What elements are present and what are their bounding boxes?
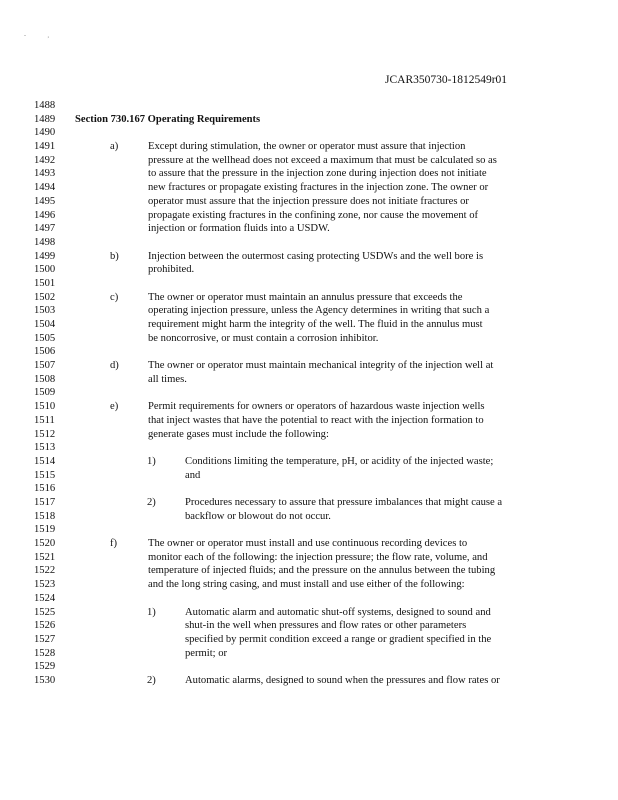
line-text: pressure at the wellhead does not exceed a maximum that must be calculated so as [148,154,497,166]
document-line [0,647,618,661]
subsection-label: e) [110,401,119,413]
document-line [0,318,618,332]
line-number: 1517 [34,497,56,508]
line-number: 1512 [34,428,56,440]
line-number: 1513 [34,442,56,454]
line-number: 1490 [34,127,56,139]
line-text: shut-in the well when pressures and flow rates or other parameters [185,620,467,632]
line-number: 1524 [34,592,56,604]
line-text: Automatic alarm and automatic shut-off systems, designed to sound and [185,606,491,618]
document-line [0,400,618,414]
document-line [0,455,618,469]
document-line [0,250,618,264]
document-line [0,551,618,565]
document-line [0,209,618,223]
document-line [0,359,618,373]
line-text: Automatic alarms, designed to sound when the pressures and flow rates or [185,674,500,686]
scan-marks: - , [24,33,59,39]
line-text: Conditions limiting the temperature, pH, or acidity of the injected waste; [185,455,494,467]
line-number: 1494 [34,182,56,194]
document-line [0,140,618,154]
document-line [0,154,618,168]
line-number: 1511 [34,414,55,426]
document-line [0,660,618,674]
line-number: 1520 [34,538,56,550]
document-line [0,373,618,387]
line-text: specified by permit condition exceed a range or gradient specified in the [185,633,492,645]
line-text: temperature of injected fluids; and the pressure on the annulus between the tubing [148,565,496,577]
line-number: 1529 [34,661,56,673]
subsection-label: 1) [147,455,156,467]
line-number: 1521 [34,551,56,563]
document-line [0,236,618,250]
document-line [0,126,618,140]
document-line [0,167,618,181]
line-number: 1505 [34,332,56,344]
line-number: 1515 [34,469,56,481]
line-text: and the long string casing, and must install and use either of the following: [148,579,465,591]
line-text: The owner or operator must maintain mechanical integrity of the injection well at [148,360,494,372]
subsection-label: 2) [147,674,156,686]
document-line [0,345,618,359]
document-line [0,496,618,510]
document-line [0,523,618,537]
line-number: 1500 [34,264,56,276]
subsection-label: f) [110,538,118,550]
document-line [0,674,618,688]
line-text: operator must assure that the injection pressure does not initiate fractures or [148,195,469,207]
document-line [0,441,618,455]
line-number: 1508 [34,373,56,385]
document-line [0,564,618,578]
line-text: that inject wastes that have the potential to react with the injection formation to [148,414,484,426]
line-text: be noncorrosive, or must contain a corrosion inhibitor. [148,332,379,344]
document-line [0,592,618,606]
line-number: 1501 [34,277,56,289]
line-text: monitor each of the following: the injection pressure; the flow rate, volume, and [148,551,488,563]
line-number: 1499 [34,250,56,262]
document-line [0,332,618,346]
line-text: Procedures necessary to assure that pressure imbalances that might cause a [185,497,503,508]
document-line [0,304,618,318]
line-number: 1506 [34,346,56,358]
document-line [0,428,618,442]
document-line [0,619,618,633]
section-heading: Section 730.167 Operating Requirements [75,113,261,125]
line-text: generate gases must include the following: [148,428,329,440]
subsection-label: d) [110,360,119,372]
line-number: 1493 [34,168,56,180]
line-text: backflow or blowout do not occur. [185,510,331,522]
document-line [0,633,618,647]
document-line [0,537,618,551]
line-text: and [185,469,201,481]
document-line [0,469,618,483]
line-number: 1510 [34,401,56,413]
line-number: 1504 [34,319,56,331]
line-number: 1519 [34,524,56,536]
line-number: 1509 [34,387,56,399]
subsection-label: a) [110,141,119,153]
line-number: 1514 [34,455,56,467]
document-line [0,195,618,209]
line-text: Injection between the outermost casing protecting USDWs and the well bore is [148,250,484,262]
line-number: 1530 [34,674,56,686]
document-line [0,263,618,277]
line-number: 1518 [34,510,56,522]
document-line [0,414,618,428]
line-number: 1497 [34,223,56,235]
line-number: 1489 [34,113,56,125]
line-number: 1525 [34,606,56,618]
line-text: injection or formation fluids into a USDW. [148,223,330,235]
line-number: 1495 [34,195,56,207]
document-line [0,291,618,305]
line-text: permit; or [185,647,228,659]
line-text: Permit requirements for owners or operators of hazardous waste injection wells [148,401,485,413]
document-line [0,277,618,291]
line-number: 1516 [34,483,56,495]
line-text: The owner or operator must maintain an annulus pressure that exceeds the [148,291,463,303]
line-text: requirement might harm the integrity of the well. The fluid in the annulus must [148,319,483,331]
subsection-label: c) [110,291,119,303]
line-text: operating injection pressure, unless the Agency determines in writing that such a [148,305,490,317]
line-number: 1492 [34,154,56,166]
line-number: 1507 [34,360,56,372]
subsection-label: b) [110,250,119,262]
line-text: to assure that the pressure in the injection zone during injection does not initiate [148,168,487,180]
document-id: JCAR350730-1812549r01 [385,74,508,86]
line-number: 1496 [34,209,56,221]
line-text: The owner or operator must install and use continuous recording devices to [148,538,468,550]
document-line [0,99,618,113]
subsection-label: 2) [147,497,156,508]
line-number: 1491 [34,141,56,153]
line-number: 1488 [34,100,56,111]
line-text: new fractures or propagate existing fractures in the injection zone. The owner or [148,182,489,194]
line-number: 1527 [34,633,56,645]
document-line [0,578,618,592]
line-text: all times. [148,373,187,385]
line-number: 1503 [34,305,56,317]
line-number: 1528 [34,647,56,659]
document-line [0,181,618,195]
document-line [0,510,618,524]
document-line [0,222,618,236]
line-number: 1526 [34,620,56,632]
line-text: propagate existing fractures in the confining zone, nor cause the movement of [148,209,479,221]
line-number: 1498 [34,236,56,248]
line-number: 1522 [34,565,56,577]
line-text: prohibited. [148,264,195,276]
document-line [0,113,618,127]
document-line [0,482,618,496]
line-text: Except during stimulation, the owner or operator must assure that injection [148,141,466,153]
line-number: 1502 [34,291,56,303]
subsection-label: 1) [147,606,156,618]
document-line [0,386,618,400]
document-line [0,606,618,620]
line-number: 1523 [34,579,56,591]
